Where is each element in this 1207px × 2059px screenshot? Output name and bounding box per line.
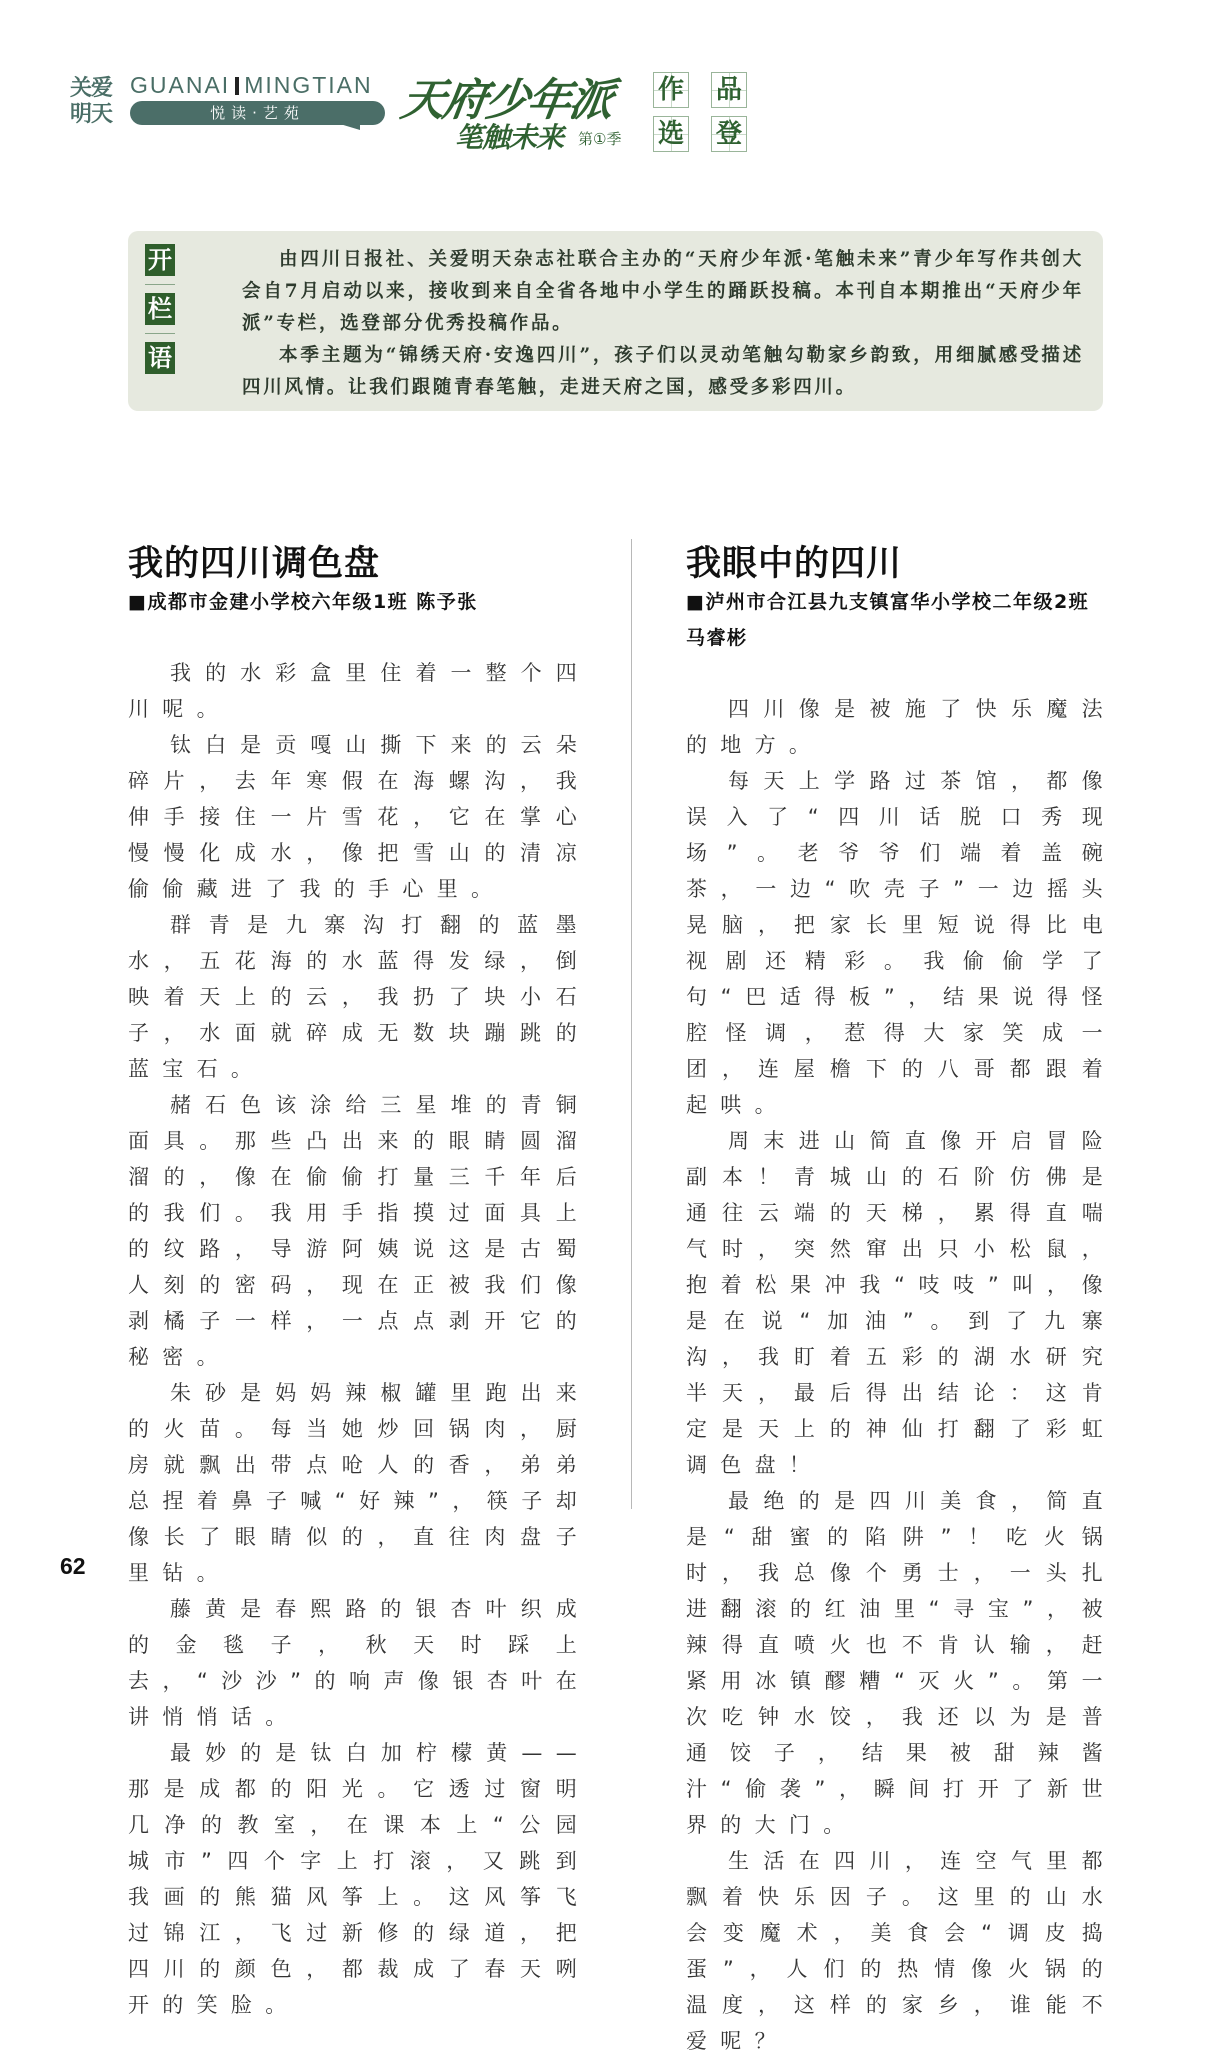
stamp-char: 作 xyxy=(653,72,689,108)
logo-en-left: GUANAI xyxy=(130,72,231,98)
season-label: 第①季 xyxy=(578,130,622,148)
intro-tag xyxy=(145,244,177,374)
article-paragraph: 最妙的是钛白加柠檬黄——那是成都的阳光。它透过窗明几净的教室，在课本上“公园城市”四个字上打滚，又跳到我画的熊猫风筝上。这风筝飞过锦江，飞过新修的绿道，把四川的颜色，都裁成了春天咧开的笑脸。 xyxy=(128,1741,590,2017)
article-byline: ■泸州市合江县九支镇富华小学校二年级2班 马睿彬 xyxy=(686,591,1090,649)
article-paragraph: 朱砂是妈妈辣椒罐里跑出来的火苗。每当她炒回锅肉，厨房就飘出带点呛人的香，弟弟总捏着鼻子喊“好辣”，筷子却像长了眼睛似的，直往肉盘子里钻。 xyxy=(128,1381,590,1585)
article-paragraph: 周末进山简直像开启冒险副本！青城山的石阶仿佛是通往云端的天梯，累得直喘气时，突然窜出只小松鼠，抱着松果冲我“吱吱”叫，像是在说“加油”。到了九寨沟，我盯着五彩的湖水研究半天，最后得出结论：这肯定是天上的神仙打翻了彩虹调色盘！ xyxy=(686,1129,1116,1477)
article-paragraph: 我的水彩盒里住着一整个四川呢。 xyxy=(128,661,590,721)
logo-en-right: MINGTIAN xyxy=(244,72,373,98)
article-body xyxy=(128,655,590,2023)
magazine-logo-en xyxy=(130,72,373,99)
stamp-char: 选 xyxy=(653,116,689,152)
logo-separator xyxy=(235,77,239,95)
stamp-char: 登 xyxy=(711,116,747,152)
intro-tag-char: 语 xyxy=(145,342,175,374)
article-byline: ■成都市金建小学校六年级1班 陈予张 xyxy=(128,591,478,613)
column-name-badge: 悦读·艺苑 xyxy=(130,101,385,125)
article-paragraph: 赭石色该涂给三星堆的青铜面具。那些凸出来的眼睛圆溜溜的，像在偷偷打量三千年后的我们。我用手指摸过面具上的纹路，导游阿姨说这是古蜀人刻的密码，现在正被我们像剥橘子一样，一点点剥开它的秘密。 xyxy=(128,1093,590,1369)
article-paragraph: 钛白是贡嘎山撕下来的云朵碎片，去年寒假在海螺沟，我伸手接住一片雪花，它在掌心慢慢化成水，像把雪山的清凉偷偷藏进了我的手心里。 xyxy=(128,733,590,901)
tag-divider xyxy=(145,333,175,334)
magazine-logo-cn: 关爱明天 xyxy=(70,76,113,127)
works-stamp xyxy=(653,72,747,152)
article-title: 我的四川调色盘 xyxy=(128,543,381,584)
article-paragraph: 群青是九寨沟打翻的蓝墨水，五花海的水蓝得发绿，倒映着天上的云，我扔了块小石子，水面就碎成无数块蹦跳的蓝宝石。 xyxy=(128,913,590,1081)
brand-subtitle: 笔触未来 xyxy=(455,121,564,154)
intro-tag-char: 开 xyxy=(145,244,175,276)
brand-title: 天府少年派 xyxy=(397,75,615,126)
intro-paragraph: 本季主题为“锦绣天府·安逸四川”，孩子们以灵动笔触勾勒家乡韵致，用细腻感受描述四川风情。让我们跟随青春笔触，走进天府之国，感受多彩四川。 xyxy=(242,345,1084,398)
article-paragraph: 每天上学路过茶馆，都像误入了“四川话脱口秀现场”。老爷爷们端着盖碗茶，一边“吹壳子”一边摇头晃脑，把家长里短说得比电视剧还精彩。我偷偷学了句“巴适得板”，结果说得怪腔怪调，惹得大家笑成一团，连屋檐下的八哥都跟着起哄。 xyxy=(686,769,1116,1117)
intro-tag-char: 栏 xyxy=(145,293,175,325)
article-title: 我眼中的四川 xyxy=(686,543,903,584)
article-paragraph: 生活在四川，连空气里都飘着快乐因子。这里的山水会变魔术，美食会“调皮捣蛋”，人们的热情像火锅的温度，这样的家乡，谁能不爱呢？ xyxy=(686,1849,1116,2053)
tag-divider xyxy=(145,284,175,285)
article-paragraph: 最绝的是四川美食，简直是“甜蜜的陷阱”！吃火锅时，我总像个勇士，一头扎进翻滚的红油里“寻宝”，被辣得直喷火也不肯认输，赶紧用冰镇醪糟“灭火”。第一次吃钟水饺，我还以为是普通饺子，结果被甜辣酱汁“偷袭”，瞬间打开了新世界的大门。 xyxy=(686,1489,1116,1837)
article-body xyxy=(686,691,1116,2059)
intro-paragraph: 由四川日报社、关爱明天杂志社联合主办的“天府少年派·笔触未来”青少年写作共创大会自7月启动以来，接收到来自全省各地中小学生的踊跃投稿。本刊自本期推出“天府少年派”专栏，选登部分优秀投稿作品。 xyxy=(242,249,1084,334)
article-paragraph: 藤黄是春熙路的银杏叶织成的金毯子，秋天时踩上去，“沙沙”的响声像银杏叶在讲悄悄话。 xyxy=(128,1597,590,1729)
article-paragraph: 四川像是被施了快乐魔法的地方。 xyxy=(686,697,1116,757)
stamp-char: 品 xyxy=(711,72,747,108)
intro-text xyxy=(242,244,1084,404)
page-number: 62 xyxy=(60,1553,86,1579)
column-divider xyxy=(631,539,632,1509)
